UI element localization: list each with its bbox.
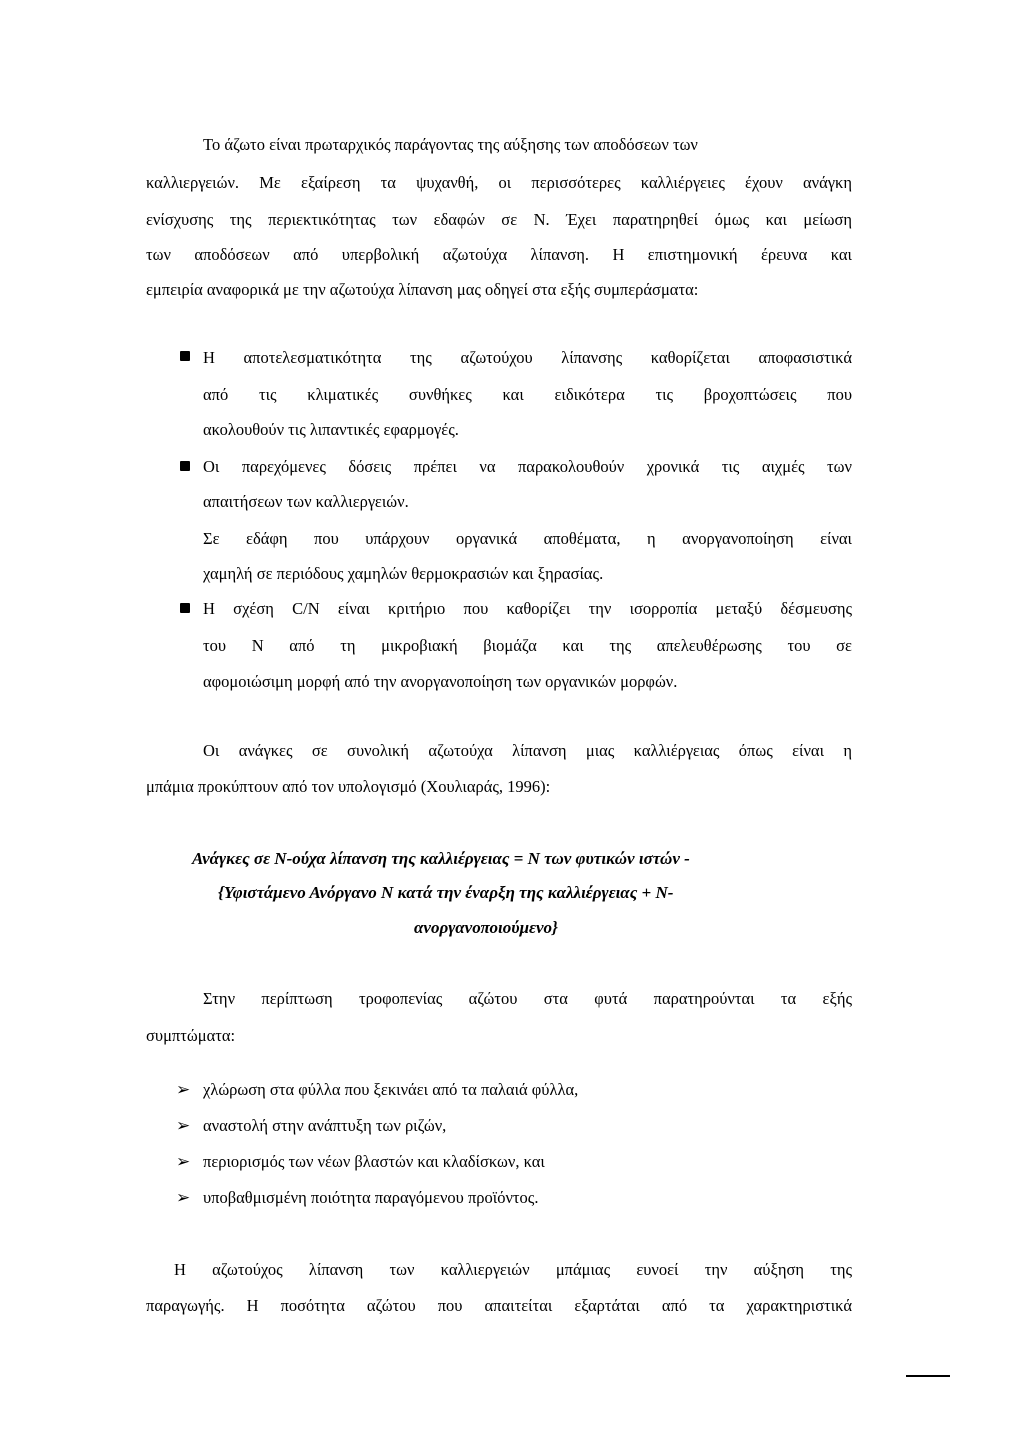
intro-line-1: Το άζωτο είναι πρωταρχικός παράγοντας της αύξησης των αποδόσεων των xyxy=(203,135,698,154)
bullet-icon xyxy=(180,461,190,471)
arrow-bullet-icon: ➢ xyxy=(176,1188,191,1208)
intro-line-3: ενίσχυσης της περιεκτικότητας των εδαφών σε Ν. Έχει παρατηρηθεί όμως και μείωση xyxy=(146,210,852,229)
symptom-item-4: υποβαθμισμένη ποιότητα παραγόμενου προϊόντος. xyxy=(203,1188,539,1207)
symptom-item-3: περιορισμός των νέων βλαστών και κλαδίσκων, και xyxy=(203,1152,545,1171)
arrow-bullet-icon: ➢ xyxy=(176,1116,191,1136)
item3-line-2: του Ν από τη μικροβιακή βιομάζα και της απελευθέρωσης του σε xyxy=(203,636,852,655)
closing-line-2: παραγωγής. Η ποσότητα αζώτου που απαιτείται εξαρτάται από τα χαρακτηριστικά xyxy=(146,1296,852,1315)
needs-line-2: μπάμια προκύπτουν από τον υπολογισμό (Χουλιαράς, 1996): xyxy=(146,777,551,796)
item1-line-3: ακολουθούν τις λιπαντικές εφαρμογές. xyxy=(203,420,459,439)
bullet-icon xyxy=(180,603,190,613)
item2-line-1: Οι παρεχόμενες δόσεις πρέπει να παρακολουθούν χρονικά τις αιχμές των xyxy=(203,457,852,476)
symptoms-intro-line-1: Στην περίπτωση τροφοπενίας αζώτου στα φυτά παρατηρούνται τα εξής xyxy=(203,989,852,1008)
intro-line-2: καλλιεργειών. Με εξαίρεση τα ψυχανθή, οι περισσότερες καλλιέργειες έχουν ανάγκη xyxy=(146,173,852,192)
intro-line-4: των αποδόσεων από υπερβολική αζωτούχα λίπανση. Η επιστημονική έρευνα και xyxy=(146,245,852,264)
symptom-item-2: αναστολή στην ανάπτυξη των ριζών, xyxy=(203,1116,447,1135)
item2-cont-line-2: χαμηλή σε περιόδους χαμηλών θερμοκρασιών και ξηρασίας. xyxy=(203,564,604,583)
formula-line-3: ανοργανοποιούμενο} xyxy=(414,918,558,937)
intro-line-5: εμπειρία αναφορικά με την αζωτούχα λίπανση μας οδηγεί στα εξής συμπεράσματα: xyxy=(146,280,699,299)
item1-line-2: από τις κλιματικές συνθήκες και ειδικότερα τις βροχοπτώσεις που xyxy=(203,385,852,404)
bullet-icon xyxy=(180,351,190,361)
page-end-rule xyxy=(906,1375,950,1377)
needs-line-1: Οι ανάγκες σε συνολική αζωτούχα λίπανση μιας καλλιέργειας όπως είναι η xyxy=(203,741,852,760)
arrow-bullet-icon: ➢ xyxy=(176,1152,191,1172)
closing-line-1: Η αζωτούχος λίπανση των καλλιεργειών μπάμιας ευνοεί την αύξηση της xyxy=(174,1260,852,1279)
symptom-item-1: χλώρωση στα φύλλα που ξεκινάει από τα παλαιά φύλλα, xyxy=(203,1080,579,1099)
arrow-bullet-icon: ➢ xyxy=(176,1080,191,1100)
item2-cont-line-1: Σε εδάφη που υπάρχουν οργανικά αποθέματα, η ανοργανοποίηση είναι xyxy=(203,529,852,548)
item3-line-3: αφομοιώσιμη μορφή από την ανοργανοποίηση των οργανικών μορφών. xyxy=(203,672,678,691)
item2-line-2: απαιτήσεων των καλλιεργειών. xyxy=(203,492,409,511)
item3-line-1: Η σχέση C/N είναι κριτήριο που καθορίζει την ισορροπία μεταξύ δέσμευσης xyxy=(203,599,852,618)
formula-line-1: Ανάγκες σε Ν-ούχα λίπανση της καλλιέργειας = Ν των φυτικών ιστών - xyxy=(192,849,690,868)
symptoms-intro-line-2: συμπτώματα: xyxy=(146,1026,236,1045)
formula-line-2: {Υφιστάμενο Ανόργανο Ν κατά την έναρξη της καλλιέργειας + Ν- xyxy=(218,883,674,902)
item1-line-1: Η αποτελεσματικότητα της αζωτούχου λίπανσης καθορίζεται αποφασιστικά xyxy=(203,348,852,367)
